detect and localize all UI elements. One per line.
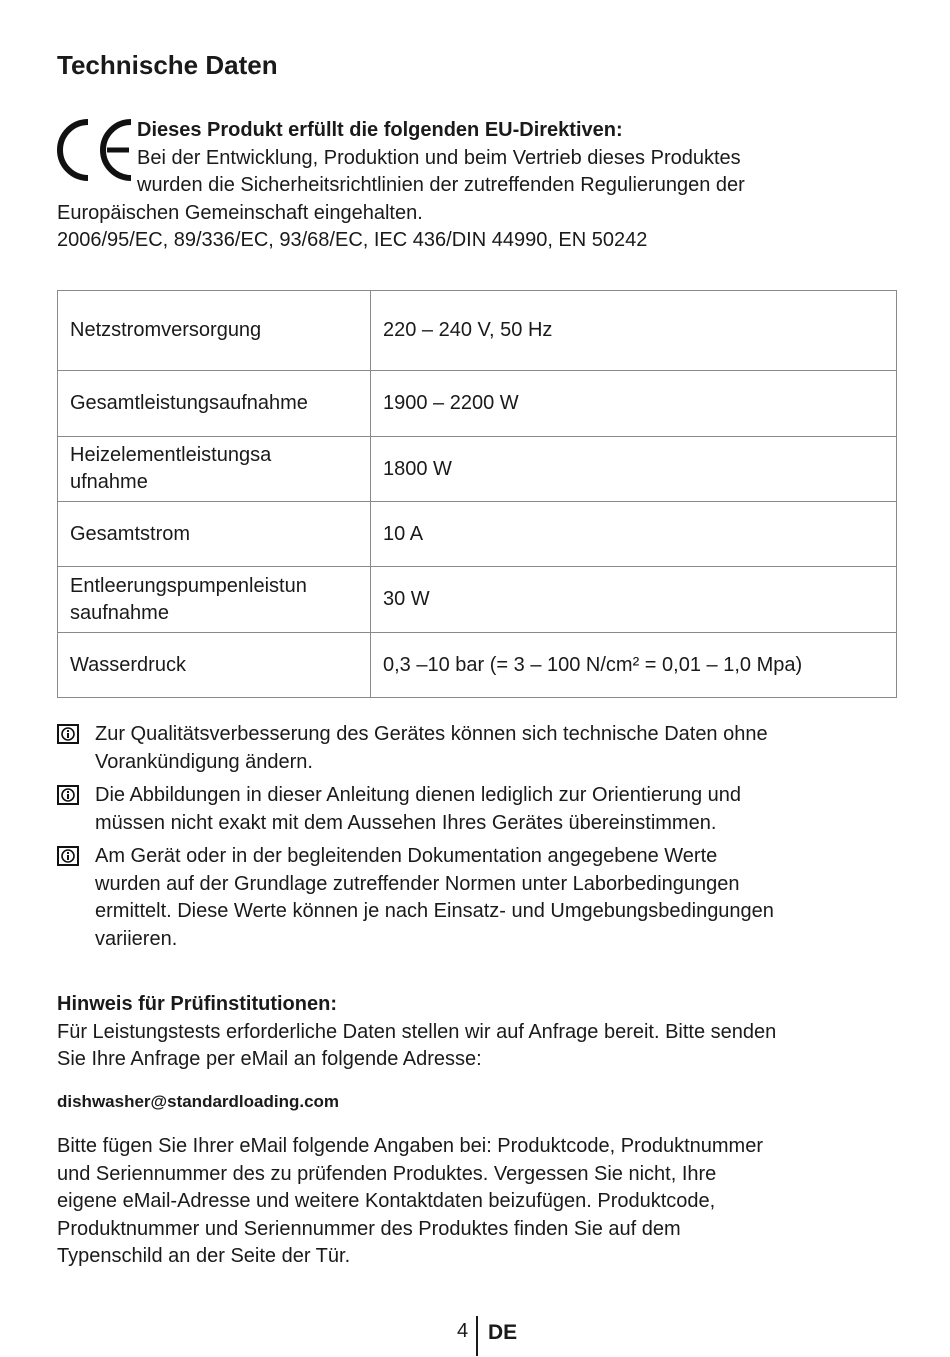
spec-label: Wasserdruck [58,633,371,698]
spec-value: 0,3 –10 bar (= 3 – 100 N/cm² = 0,01 – 1,0 Mpa) [371,633,897,698]
page-title: Technische Daten [57,50,278,80]
note-item [57,843,897,953]
table-row [58,371,897,437]
ce-text-line: Bei der Entwicklung, Produktion und beim Vertrieb dieses Produktes [137,146,741,169]
table-row [58,291,897,371]
text-line: Typenschild an der Seite der Tür. [57,1245,351,1267]
spec-value: 10 A [371,502,897,567]
table-row [58,633,897,698]
note-text: wurden auf der Grundlage zutreffender Normen unter Laborbedingungen [95,872,740,895]
notes-list [57,721,897,959]
ce-heading: Dieses Produkt erfüllt die folgenden EU-Direktiven: [137,119,623,141]
ce-text-line: wurden die Sicherheitsrichtlinien der zutreffenden Regulierungen der [137,174,745,196]
ce-directives: 2006/95/EC, 89/336/EC, 93/68/EC, IEC 436/DIN 44990, EN 50242 [57,229,648,251]
spec-label-line: ufnahme [70,471,148,493]
spec-label [58,437,371,502]
note-item [57,782,897,837]
ce-mark-icon [57,119,133,181]
page-number: 4 [457,1320,469,1342]
spec-label [58,567,371,633]
note-text: variieren. [95,927,178,950]
section-heading: Hinweis für Prüfinstitutionen: [57,993,337,1015]
text-line: Produktnummer und Seriennummer des Produktes finden Sie auf dem [57,1217,681,1240]
text-line: und Seriennummer des zu prüfenden Produktes. Vergessen Sie nicht, Ihre [57,1162,717,1185]
ce-declaration [57,117,897,255]
table-row [58,502,897,567]
spec-label-line: Heizelementleistungsa [70,444,272,466]
spec-table [57,290,897,698]
text-line: Für Leistungstests erforderliche Daten stellen wir auf Anfrage bereit. Bitte senden [57,1020,777,1043]
table-row [58,567,897,633]
note-text: müssen nicht exakt mit dem Aussehen Ihres Gerätes übereinstimmen. [95,811,717,834]
ce-text-line: Europäischen Gemeinschaft eingehalten. [57,201,423,224]
note-text: ermittelt. Diese Werte können je nach Einsatz- und Umgebungsbedingungen [95,900,774,922]
text-line: Bitte fügen Sie Ihrer eMail folgende Angaben bei: Produktcode, Produktnummer [57,1135,763,1157]
section-text [57,1019,907,1074]
text-line: Sie Ihre Anfrage per eMail an folgende Adresse: [57,1048,482,1070]
page-footer [0,1316,950,1356]
note-text: Die Abbildungen in dieser Anleitung dienen lediglich zur Orientierung und [95,784,741,806]
spec-label: Gesamtstrom [58,502,371,567]
note-text: Vorankündigung ändern. [95,750,313,773]
spec-label-line: saufnahme [70,601,169,624]
note-text: Am Gerät oder in der begleitenden Dokumentation angegebene Werte [95,845,718,867]
testing-institutes-section [57,991,907,1271]
note-text: Zur Qualitätsverbesserung des Gerätes können sich technische Daten ohne [95,723,768,745]
spec-label: Gesamtleistungsaufnahme [58,371,371,437]
info-icon [57,724,79,744]
note-item [57,721,897,776]
spec-value: 1800 W [371,437,897,502]
footer-divider [476,1316,478,1356]
spec-label-line: Entleerungspumpenleistun [70,574,307,597]
spec-label: Netzstromversorgung [58,291,371,371]
spec-value: 220 – 240 V, 50 Hz [371,291,897,371]
language-code: DE [488,1321,518,1344]
table-row [58,437,897,502]
email-address: dishwasher@standardloading.com [57,1091,340,1111]
info-icon [57,785,79,805]
info-icon [57,846,79,866]
spec-value: 30 W [371,567,897,633]
spec-value: 1900 – 2200 W [371,371,897,437]
text-line: eigene eMail-Adresse und weitere Kontaktdaten beizufügen. Produktcode, [57,1190,716,1212]
section-body [57,1133,907,1271]
